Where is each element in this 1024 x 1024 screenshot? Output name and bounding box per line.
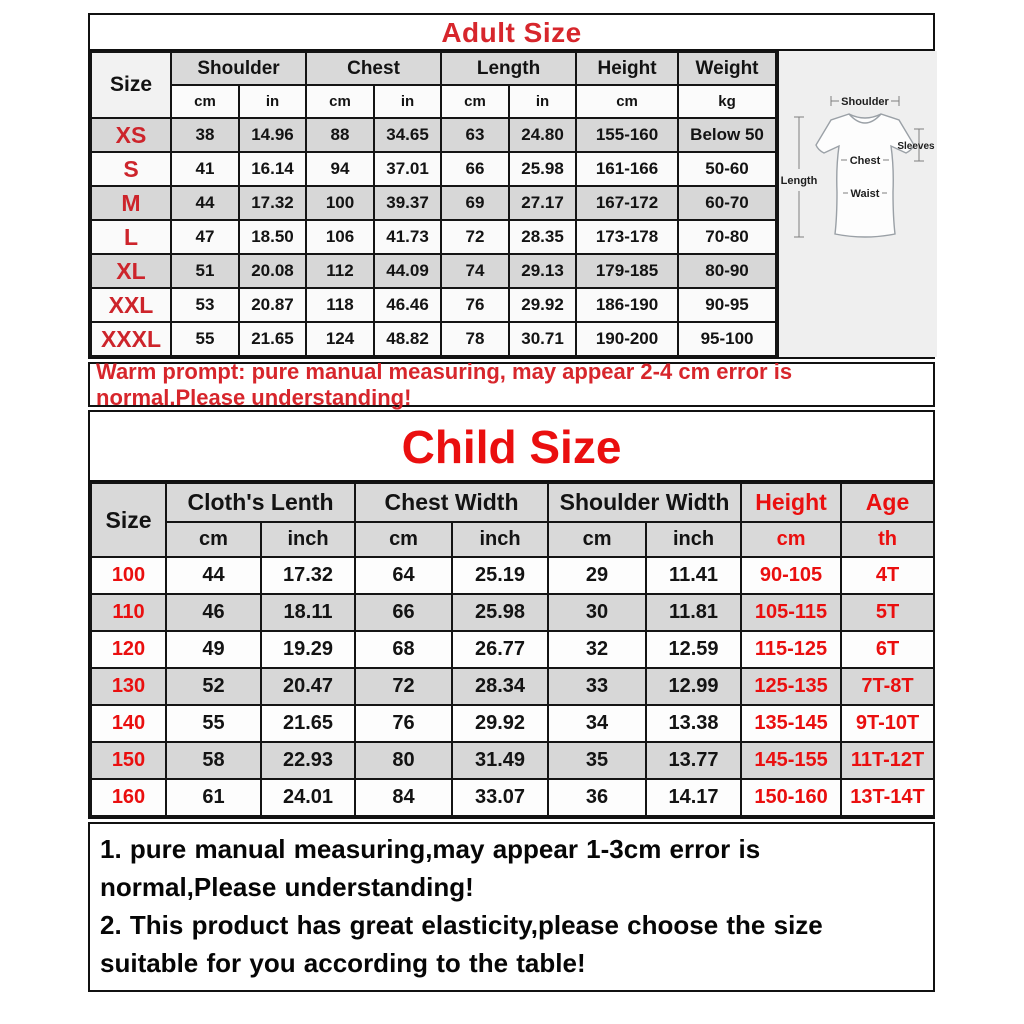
value-cell: 29.13 [509,254,576,288]
size-cell: XL [91,254,171,288]
unit-cell: cm [166,522,261,557]
value-cell: 26.77 [452,631,548,668]
value-cell: 25.98 [452,594,548,631]
value-cell: 173-178 [576,220,678,254]
value-cell: 135-145 [741,705,841,742]
value-cell: 84 [355,779,452,816]
value-cell: 106 [306,220,374,254]
value-cell: 29.92 [509,288,576,322]
unit-cell: inch [452,522,548,557]
value-cell: 44 [166,557,261,594]
value-cell: 68 [355,631,452,668]
col-header-chest: Chest [306,52,441,85]
value-cell: 20.47 [261,668,355,705]
value-cell: 31.49 [452,742,548,779]
size-cell: XXL [91,288,171,322]
size-chart-page [88,13,935,992]
value-cell: 18.11 [261,594,355,631]
value-cell: 47 [171,220,239,254]
value-cell: 12.99 [646,668,741,705]
col-header-cloths-lenth: Cloth's Lenth [166,483,355,522]
table-row [91,152,776,186]
size-cell: 120 [91,631,166,668]
value-cell: 112 [306,254,374,288]
value-cell: 44.09 [374,254,441,288]
footer-note-2: 2. This product has great elasticity,please choose the size suitable for you according to the table! [100,910,823,978]
value-cell: 19.29 [261,631,355,668]
value-cell: 95-100 [678,322,776,356]
value-cell: 28.34 [452,668,548,705]
value-cell: 70-80 [678,220,776,254]
size-cell: 130 [91,668,166,705]
unit-cell: th [841,522,934,557]
table-row [91,631,934,668]
size-cell: 150 [91,742,166,779]
value-cell: 17.32 [239,186,306,220]
value-cell: 94 [306,152,374,186]
adult-size-section [88,13,935,359]
unit-cell: cm [548,522,646,557]
value-cell: 4T [841,557,934,594]
col-header-size: Size [91,483,166,557]
child-units-row [91,522,934,557]
value-cell: 34.65 [374,118,441,152]
unit-cell: cm [171,85,239,118]
value-cell: 161-166 [576,152,678,186]
value-cell: 60-70 [678,186,776,220]
child-size-table [90,482,935,817]
value-cell: 21.65 [261,705,355,742]
value-cell: 41.73 [374,220,441,254]
value-cell: 190-200 [576,322,678,356]
value-cell: 48.82 [374,322,441,356]
value-cell: 28.35 [509,220,576,254]
size-cell: 140 [91,705,166,742]
child-size-section [88,410,935,819]
table-row [91,118,776,152]
unit-cell: inch [261,522,355,557]
value-cell: 30 [548,594,646,631]
value-cell: 90-95 [678,288,776,322]
size-cell: 110 [91,594,166,631]
value-cell: 124 [306,322,374,356]
adult-table-body [91,118,776,356]
value-cell: 18.50 [239,220,306,254]
value-cell: 37.01 [374,152,441,186]
size-cell: XS [91,118,171,152]
value-cell: 29.92 [452,705,548,742]
value-cell: 35 [548,742,646,779]
adult-table-header [91,52,776,118]
value-cell: 186-190 [576,288,678,322]
value-cell: 80 [355,742,452,779]
value-cell: 36 [548,779,646,816]
unit-cell: cm [576,85,678,118]
value-cell: 22.93 [261,742,355,779]
value-cell: 46 [166,594,261,631]
value-cell: 167-172 [576,186,678,220]
value-cell: 69 [441,186,509,220]
table-row [91,594,934,631]
unit-cell: cm [355,522,452,557]
value-cell: 24.80 [509,118,576,152]
value-cell: 72 [355,668,452,705]
value-cell: 20.08 [239,254,306,288]
value-cell: 5T [841,594,934,631]
shoulder-label: Shoulder [841,95,889,108]
value-cell: 39.37 [374,186,441,220]
value-cell: 53 [171,288,239,322]
child-header-row [91,483,934,522]
value-cell: 14.96 [239,118,306,152]
unit-cell: cm [306,85,374,118]
unit-cell: kg [678,85,776,118]
value-cell: 11.41 [646,557,741,594]
col-header-height: Height [576,52,678,85]
child-table-header [91,483,934,557]
footer-notes [88,822,935,992]
value-cell: 27.17 [509,186,576,220]
value-cell: 78 [441,322,509,356]
table-row [91,705,934,742]
value-cell: 55 [171,322,239,356]
child-size-title: Child Size [90,412,933,482]
child-table-body [91,557,934,816]
value-cell: 17.32 [261,557,355,594]
value-cell: 105-115 [741,594,841,631]
col-header-length: Length [441,52,576,85]
size-cell: 160 [91,779,166,816]
value-cell: 76 [441,288,509,322]
value-cell: 14.17 [646,779,741,816]
value-cell: 13.38 [646,705,741,742]
value-cell: 11.81 [646,594,741,631]
value-cell: 52 [166,668,261,705]
col-header-size: Size [91,52,171,118]
table-row [91,557,934,594]
chest-label: Chest [849,154,881,167]
unit-cell: in [239,85,306,118]
value-cell: 66 [355,594,452,631]
size-cell: 100 [91,557,166,594]
value-cell: 25.98 [509,152,576,186]
size-cell: M [91,186,171,220]
tshirt-measurement-diagram [777,51,937,357]
table-row [91,322,776,356]
col-header-shoulder-width: Shoulder Width [548,483,741,522]
table-row [91,186,776,220]
value-cell: 50-60 [678,152,776,186]
value-cell: 145-155 [741,742,841,779]
value-cell: 66 [441,152,509,186]
col-header-chest-width: Chest Width [355,483,548,522]
value-cell: 51 [171,254,239,288]
value-cell: 34 [548,705,646,742]
value-cell: 33.07 [452,779,548,816]
value-cell: 118 [306,288,374,322]
adult-size-table [90,51,777,357]
length-label: Length [780,174,818,187]
adult-units-row [91,85,776,118]
value-cell: 21.65 [239,322,306,356]
adult-size-title: Adult Size [90,15,933,51]
value-cell: 41 [171,152,239,186]
value-cell: 29 [548,557,646,594]
adult-warning-strip [88,358,935,410]
value-cell: 179-185 [576,254,678,288]
value-cell: 76 [355,705,452,742]
waist-label: Waist [850,187,880,200]
adult-size-body [90,51,933,357]
value-cell: 63 [441,118,509,152]
unit-cell: cm [741,522,841,557]
value-cell: 64 [355,557,452,594]
value-cell: 9T-10T [841,705,934,742]
value-cell: 13.77 [646,742,741,779]
value-cell: 30.71 [509,322,576,356]
value-cell: 72 [441,220,509,254]
value-cell: 74 [441,254,509,288]
col-header-age: Age [841,483,934,522]
value-cell: 11T-12T [841,742,934,779]
value-cell: 13T-14T [841,779,934,816]
footer-note-1: 1. pure manual measuring,may appear 1-3cm error is normal,Please understanding! [100,834,761,902]
value-cell: 24.01 [261,779,355,816]
col-header-shoulder: Shoulder [171,52,306,85]
table-row [91,779,934,816]
value-cell: 25.19 [452,557,548,594]
table-row [91,288,776,322]
table-row [91,254,776,288]
table-row [91,668,934,705]
tshirt-diagram-svg [779,87,937,322]
unit-cell: in [509,85,576,118]
value-cell: 80-90 [678,254,776,288]
value-cell: 150-160 [741,779,841,816]
value-cell: 88 [306,118,374,152]
sleeves-label: Sleeves [897,140,935,152]
value-cell: 12.59 [646,631,741,668]
value-cell: 49 [166,631,261,668]
value-cell: 46.46 [374,288,441,322]
unit-cell: cm [441,85,509,118]
value-cell: 7T-8T [841,668,934,705]
value-cell: 58 [166,742,261,779]
value-cell: 115-125 [741,631,841,668]
value-cell: 33 [548,668,646,705]
value-cell: 6T [841,631,934,668]
table-row [91,220,776,254]
col-header-weight: Weight [678,52,776,85]
unit-cell: inch [646,522,741,557]
unit-cell: in [374,85,441,118]
value-cell: 100 [306,186,374,220]
value-cell: 90-105 [741,557,841,594]
value-cell: 32 [548,631,646,668]
col-header-height: Height [741,483,841,522]
table-row [91,742,934,779]
value-cell: 44 [171,186,239,220]
value-cell: 20.87 [239,288,306,322]
tshirt-outline [816,114,914,237]
value-cell: 155-160 [576,118,678,152]
value-cell: 125-135 [741,668,841,705]
value-cell: 55 [166,705,261,742]
size-cell: L [91,220,171,254]
value-cell: 38 [171,118,239,152]
size-cell: S [91,152,171,186]
value-cell: 61 [166,779,261,816]
adult-warning-text: Warm prompt: pure manual measuring, may appear 2-4 cm error is normal.Please understanding! [96,358,793,410]
value-cell: Below 50 [678,118,776,152]
value-cell: 16.14 [239,152,306,186]
size-cell: XXXL [91,322,171,356]
adult-header-row [91,52,776,85]
